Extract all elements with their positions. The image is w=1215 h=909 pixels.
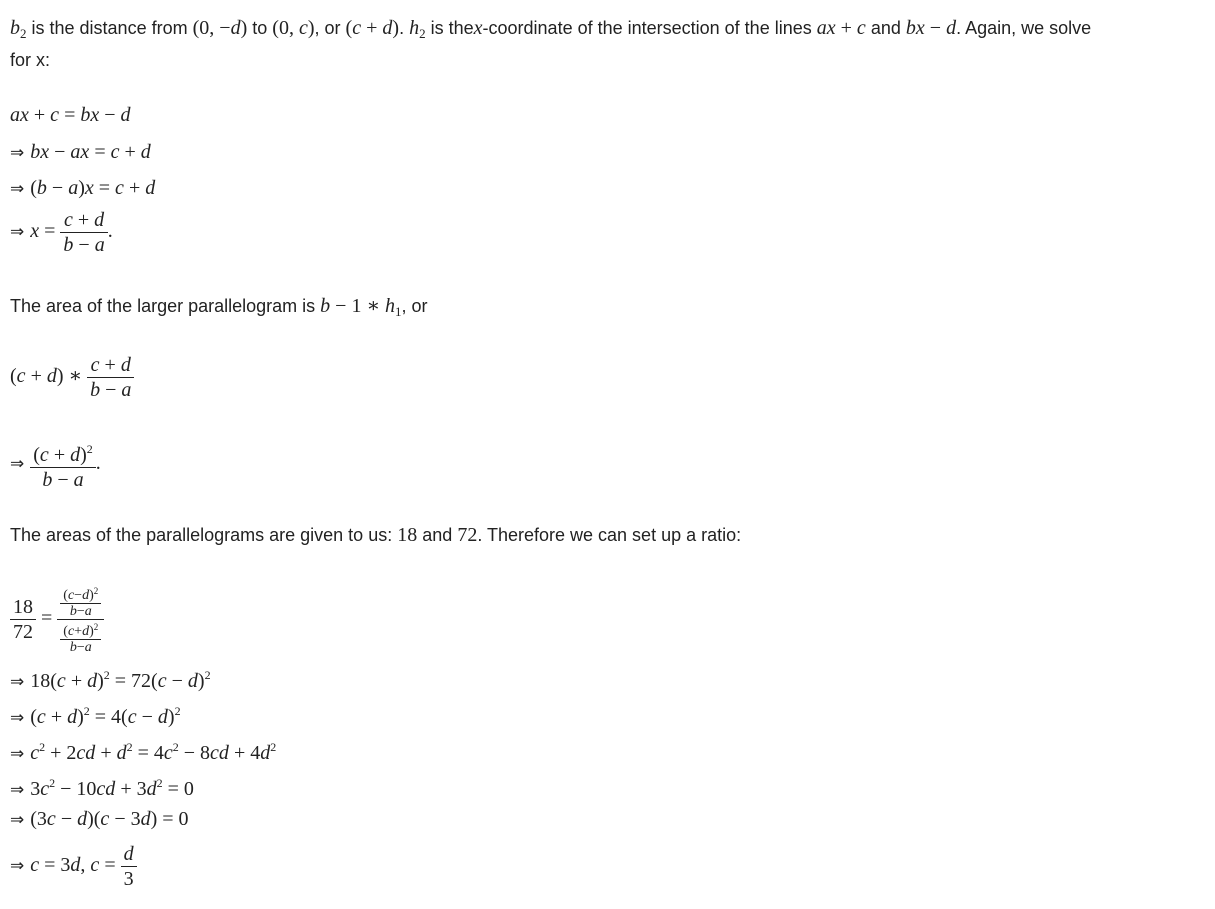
math-point-0-neg-d: (0, −d)	[192, 17, 248, 39]
implies-arrow-icon: ⇒	[10, 744, 25, 764]
eq3-line-5: ⇒ $3c^2 - 10cd + 3d^2 = 0$	[10, 776, 194, 800]
compound-fraction	[57, 584, 104, 655]
p3-text-a: The areas of the parallelograms are given to us:	[10, 525, 393, 545]
eq1-line-2: ⇒ bx − ax = c + d	[10, 141, 151, 163]
paragraph-2	[10, 293, 1200, 325]
eq1-line-1: ax + c = bx − d	[10, 104, 131, 126]
eq3-line-7: ⇒ c = 3d, c = $\frac{d}{3}$	[10, 842, 137, 891]
implies-arrow-icon: ⇒	[10, 179, 25, 199]
eq3-line-2: ⇒ $18(c + d)^2 = 72(c - d)^2$	[10, 668, 211, 692]
fraction-d-3: $\frac{d}{3}$	[121, 842, 137, 891]
implies-arrow-icon: ⇒	[10, 222, 25, 243]
implies-arrow-icon: ⇒	[10, 672, 25, 692]
p2-text-b: , or	[401, 296, 428, 316]
p1-text-g: and	[870, 18, 901, 38]
fraction: $\frac{(c + d)^2}{b - a}$	[30, 437, 96, 492]
p1-text-h: . Again, we solve	[956, 18, 1092, 38]
math-b2: $b_2$	[10, 17, 27, 41]
p1-text-e: is the	[430, 18, 474, 38]
eq3-ratio: $\frac{18}{72}$ = $\frac{\frac{(c-d)^2}{b-a}}{\frac{(c+d)^2}{b-a}}$	[10, 584, 104, 655]
fraction: $\frac{c + d}{b - a}$	[87, 353, 134, 402]
math-point-0-c: (0, c)	[272, 17, 315, 39]
p1-text-d: .	[399, 18, 405, 38]
implies-arrow-icon: ⇒	[10, 780, 25, 800]
eq3-line-6: ⇒ (3c − d)(c − 3d) = 0	[10, 808, 189, 830]
fraction: $\frac{c + d}{b - a}$	[60, 208, 107, 257]
math-ax-plus-c: ax + c	[816, 17, 866, 39]
implies-arrow-icon: ⇒	[10, 856, 25, 877]
eq1-line-3: ⇒ (b − a)x = c + d	[10, 177, 156, 199]
p1-text-f: -coordinate of the intersection of the lines	[482, 18, 812, 38]
paragraph-1	[10, 15, 1200, 73]
eq3-line-4: ⇒ $c^2 + 2cd + d^2 = 4c^2 - 8cd + 4d^2$	[10, 740, 277, 764]
fraction-small: $\frac{(c-d)^2}{b-a}$	[60, 584, 101, 619]
p1-text-a: is the distance from	[31, 18, 188, 38]
fraction-18-72: $\frac{18}{72}$	[10, 595, 36, 644]
math-18: 18	[397, 524, 418, 546]
eq1-line-4: ⇒ x = $\frac{c + d}{b - a}$ .	[10, 209, 113, 256]
implies-arrow-icon: ⇒	[10, 810, 25, 830]
p1-text-i: for x:	[10, 50, 51, 70]
math-b-minus-1-h1: b − 1 ∗ $h_1$	[320, 295, 402, 319]
implies-arrow-icon: ⇒	[10, 143, 25, 163]
p1-text-c: , or	[314, 18, 341, 38]
eq2-line-1: (c + d) ∗ $\frac{c + d}{b - a}$	[10, 353, 134, 402]
math-72: 72	[457, 524, 478, 546]
math-c-plus-d: (c + d)	[345, 17, 400, 39]
p1-text-b: to	[252, 18, 268, 38]
implies-arrow-icon: ⇒	[10, 708, 25, 728]
eq3-line-3: ⇒ $(c + d)^2 = 4(c - d)^2$	[10, 704, 181, 728]
math-bx-minus-d: bx − d	[905, 17, 957, 39]
fraction-small: $\frac{(c+d)^2}{b-a}$	[60, 620, 101, 655]
paragraph-3	[10, 522, 1200, 548]
p3-text-c: and	[422, 525, 453, 545]
math-h2: $h_2$	[409, 17, 426, 41]
p3-text-e: . Therefore we can set up a ratio:	[477, 525, 742, 545]
math-x: x	[473, 17, 483, 39]
implies-arrow-icon: ⇒	[10, 454, 25, 475]
eq2-line-2: ⇒ $\frac{(c + d)^2}{b - a}$ .	[10, 437, 101, 492]
p2-text-a: The area of the larger parallelogram is	[10, 296, 316, 316]
